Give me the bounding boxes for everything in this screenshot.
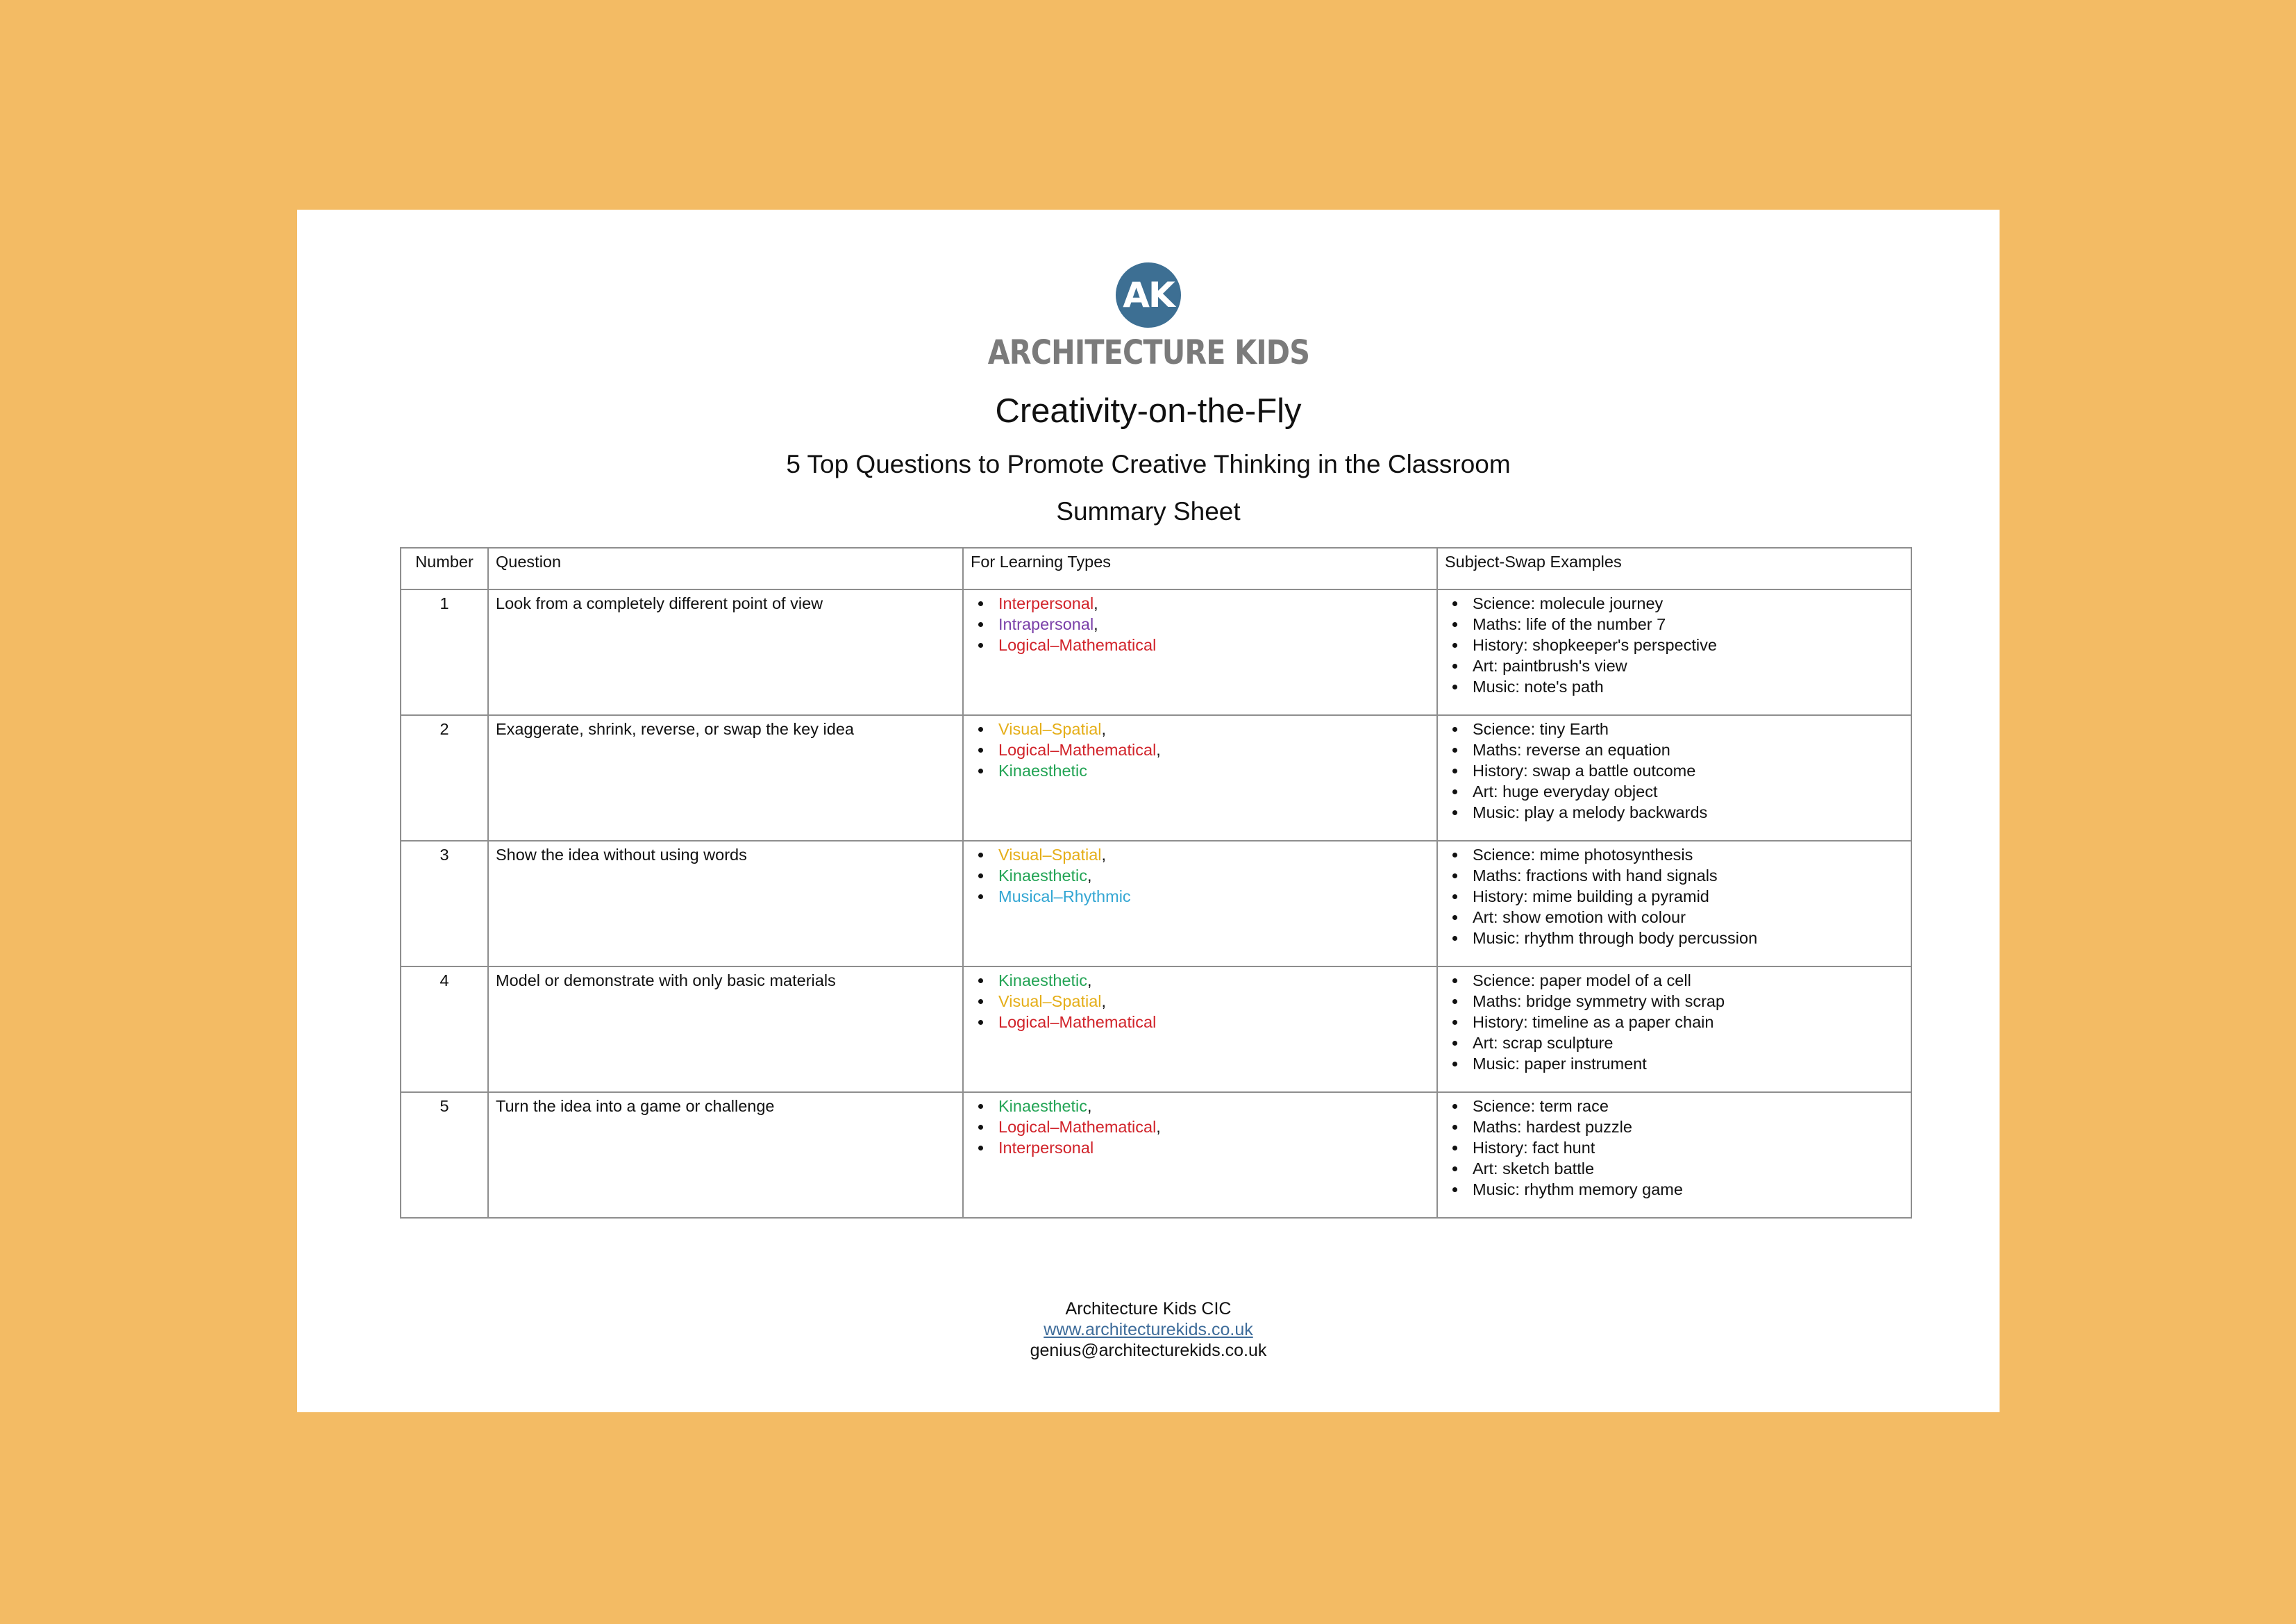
example-item: • Music: play a melody backwards — [1467, 802, 1904, 823]
learning-type: Visual–Spatial — [998, 720, 1102, 738]
learning-type: Visual–Spatial — [998, 846, 1102, 864]
example-item: • Science: term race — [1467, 1096, 1904, 1116]
example-item: • Art: huge everyday object — [1467, 781, 1904, 802]
example-item: • Music: rhythm memory game — [1467, 1179, 1904, 1200]
row-learning-types — [963, 841, 1437, 966]
header-subject-swap: Subject-Swap Examples — [1437, 548, 1911, 589]
learning-type-item: • Logical–Mathematical, — [993, 739, 1430, 760]
learning-type-item — [993, 1137, 1430, 1158]
summary-table — [400, 547, 1912, 1219]
example-item: • Maths: life of the number 7 — [1467, 614, 1904, 635]
header-question: Question — [488, 548, 963, 589]
header-learning-types: For Learning Types — [963, 548, 1437, 589]
example-item: • Music: note's path — [1467, 676, 1904, 697]
learning-type: Musical–Rhythmic — [998, 887, 1131, 905]
row-examples — [1437, 589, 1911, 715]
website-link[interactable]: www.architecturekids.co.uk — [1044, 1320, 1253, 1339]
row-number: 4 — [401, 966, 488, 1092]
example-item: • History: fact hunt — [1467, 1137, 1904, 1158]
learning-type-item: • Interpersonal, — [993, 593, 1430, 614]
logo — [297, 262, 2000, 372]
learning-type-item: • Kinaesthetic, — [993, 865, 1430, 886]
example-item: • History: timeline as a paper chain — [1467, 1012, 1904, 1032]
header-number: Number — [401, 548, 488, 589]
example-item: • Science: molecule journey — [1467, 593, 1904, 614]
row-learning-types — [963, 1092, 1437, 1218]
logo-badge: AK — [1116, 262, 1181, 328]
example-item: • History: shopkeeper's perspective — [1467, 635, 1904, 655]
learning-type-item — [993, 886, 1430, 907]
table-row — [401, 1092, 1911, 1218]
row-learning-types — [963, 715, 1437, 841]
example-item: • Art: show emotion with colour — [1467, 907, 1904, 928]
learning-type: Logical–Mathematical — [998, 741, 1157, 759]
table-row — [401, 589, 1911, 715]
learning-type-item: • Logical–Mathematical, — [993, 1116, 1430, 1137]
row-question: Exaggerate, shrink, reverse, or swap the key idea — [488, 715, 963, 841]
table-row — [401, 715, 1911, 841]
learning-type: Kinaesthetic — [998, 867, 1088, 885]
learning-type-item — [993, 635, 1430, 655]
example-item: • Science: mime photosynthesis — [1467, 844, 1904, 865]
learning-type: Kinaesthetic — [998, 971, 1088, 989]
example-item: • History: mime building a pyramid — [1467, 886, 1904, 907]
row-examples — [1437, 966, 1911, 1092]
learning-type: Visual–Spatial — [998, 992, 1102, 1010]
learning-type: Interpersonal — [998, 1139, 1094, 1157]
example-item: • Music: paper instrument — [1467, 1053, 1904, 1074]
example-item: • Music: rhythm through body percussion — [1467, 928, 1904, 948]
row-question: Look from a completely different point of view — [488, 589, 963, 715]
learning-type-item — [993, 1012, 1430, 1032]
learning-type: Kinaesthetic — [998, 1097, 1088, 1115]
example-item: • Art: scrap sculpture — [1467, 1032, 1904, 1053]
example-item: • Art: sketch battle — [1467, 1158, 1904, 1179]
learning-type-item: • Visual–Spatial, — [993, 991, 1430, 1012]
row-number: 3 — [401, 841, 488, 966]
table-row — [401, 966, 1911, 1092]
learning-type-item: • Visual–Spatial, — [993, 844, 1430, 865]
row-number: 1 — [401, 589, 488, 715]
learning-type: Interpersonal — [998, 594, 1094, 612]
learning-type: Logical–Mathematical — [998, 636, 1157, 654]
learning-type-item: • Visual–Spatial, — [993, 719, 1430, 739]
logo-wordmark: ARCHITECTURE KIDS — [987, 333, 1309, 372]
example-item: • History: swap a battle outcome — [1467, 760, 1904, 781]
row-examples — [1437, 715, 1911, 841]
table-header-row — [401, 548, 1911, 589]
footer — [297, 1298, 2000, 1361]
example-item: • Science: paper model of a cell — [1467, 970, 1904, 991]
row-examples — [1437, 1092, 1911, 1218]
row-number: 2 — [401, 715, 488, 841]
example-item: • Maths: bridge symmetry with scrap — [1467, 991, 1904, 1012]
learning-type: Logical–Mathematical — [998, 1118, 1157, 1136]
learning-type-item: • Intrapersonal, — [993, 614, 1430, 635]
row-question: Show the idea without using words — [488, 841, 963, 966]
row-learning-types — [963, 589, 1437, 715]
row-question: Model or demonstrate with only basic materials — [488, 966, 963, 1092]
learning-type-item: • Kinaesthetic, — [993, 970, 1430, 991]
row-learning-types — [963, 966, 1437, 1092]
example-item: • Maths: fractions with hand signals — [1467, 865, 1904, 886]
document-page — [297, 210, 2000, 1412]
footer-email[interactable]: genius@architecturekids.co.uk — [1030, 1341, 1267, 1360]
example-item: • Art: paintbrush's view — [1467, 655, 1904, 676]
learning-type: Intrapersonal — [998, 615, 1094, 633]
learning-type-item — [993, 760, 1430, 781]
table-row — [401, 841, 1911, 966]
learning-type: Logical–Mathematical — [998, 1013, 1157, 1031]
example-item: • Maths: reverse an equation — [1467, 739, 1904, 760]
learning-type-item: • Kinaesthetic, — [993, 1096, 1430, 1116]
row-number: 5 — [401, 1092, 488, 1218]
example-item: • Maths: hardest puzzle — [1467, 1116, 1904, 1137]
sheet-label: Summary Sheet — [1056, 497, 1241, 526]
page-title: Creativity-on-the-Fly — [995, 392, 1302, 430]
learning-type: Kinaesthetic — [998, 762, 1088, 780]
page-subtitle: 5 Top Questions to Promote Creative Thinking in the Classroom — [786, 450, 1511, 478]
example-item: • Science: tiny Earth — [1467, 719, 1904, 739]
row-question: Turn the idea into a game or challenge — [488, 1092, 963, 1218]
footer-org: Architecture Kids CIC — [1065, 1299, 1232, 1319]
row-examples — [1437, 841, 1911, 966]
